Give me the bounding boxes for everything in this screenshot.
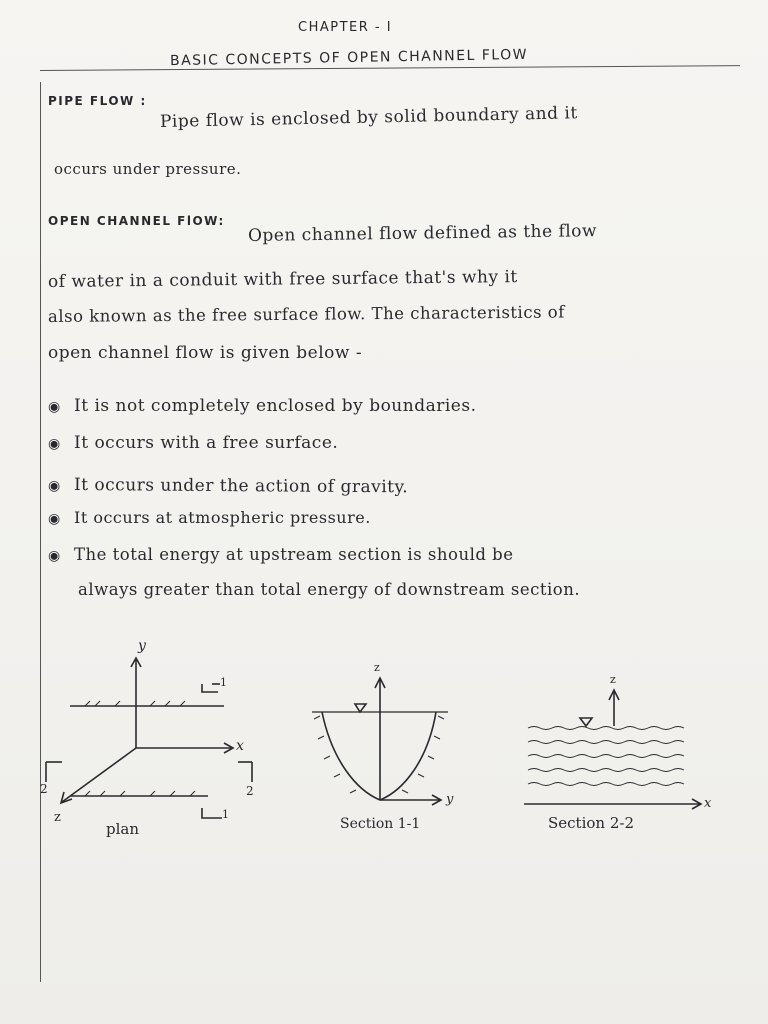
section11-axis-y-label: y [446,792,454,807]
section11-axis-z-label: z [374,661,380,674]
bullet-icon: ◉ [48,548,61,564]
characteristic-item-continued: always greater than total energy of downstream section. [78,580,581,599]
plan-caption: plan [106,820,140,838]
chapter-label: CHAPTER - I [298,20,393,35]
plan-section2-right-label: 2 [246,784,254,798]
pipe-flow-heading: PIPE FLOW : [48,94,147,108]
bullet-icon: ◉ [48,478,61,494]
bullet-icon: ◉ [48,436,61,452]
section22-water-waves [528,727,684,786]
plan-section1-top-label: 1 [220,676,227,689]
characteristic-item: It occurs at atmospheric pressure. [74,508,371,527]
plan-section1-bottom-label: 1 [222,808,229,821]
page-title: BASIC CONCEPTS OF OPEN CHANNEL FLOW [169,46,529,70]
plan-axis-z-label: z [54,810,61,825]
plan-axis-y-label: y [138,638,146,654]
open-channel-line-2: of water in a conduit with free surface that's why it [47,267,518,292]
open-channel-line-3: also known as the free surface flow. The characteristics of [47,302,565,326]
bullet-icon: ◉ [48,399,61,415]
plan-section2-left-label: 2 [40,782,48,796]
plan-axis-x-label: x [236,738,244,754]
pipe-flow-line-2: occurs under pressure. [54,160,242,178]
open-channel-line-1: Open channel flow defined as the flow [247,221,598,246]
pipe-flow-line-1: Pipe flow is enclosed by solid boundary and it [159,103,578,132]
characteristic-item: The total energy at upstream section is should be [74,545,514,564]
open-channel-heading: OPEN CHANNEL FlOW: [48,214,225,228]
section22-water-level-icon [580,718,592,726]
open-channel-line-4: open channel flow is given below - [48,343,363,363]
section-2-2-caption: Section 2-2 [548,814,634,832]
section-1-1-caption: Section 1-1 [340,816,421,832]
characteristic-item: It is not completely enclosed by boundaries. [74,396,477,416]
section22-axis-z-label: z [610,673,616,686]
bullet-icon: ◉ [48,511,61,527]
characteristic-item: It occurs with a free surface. [74,433,339,453]
section22-axis-x-label: x [704,796,712,811]
characteristic-item: It occurs under the action of gravity. [73,475,409,498]
